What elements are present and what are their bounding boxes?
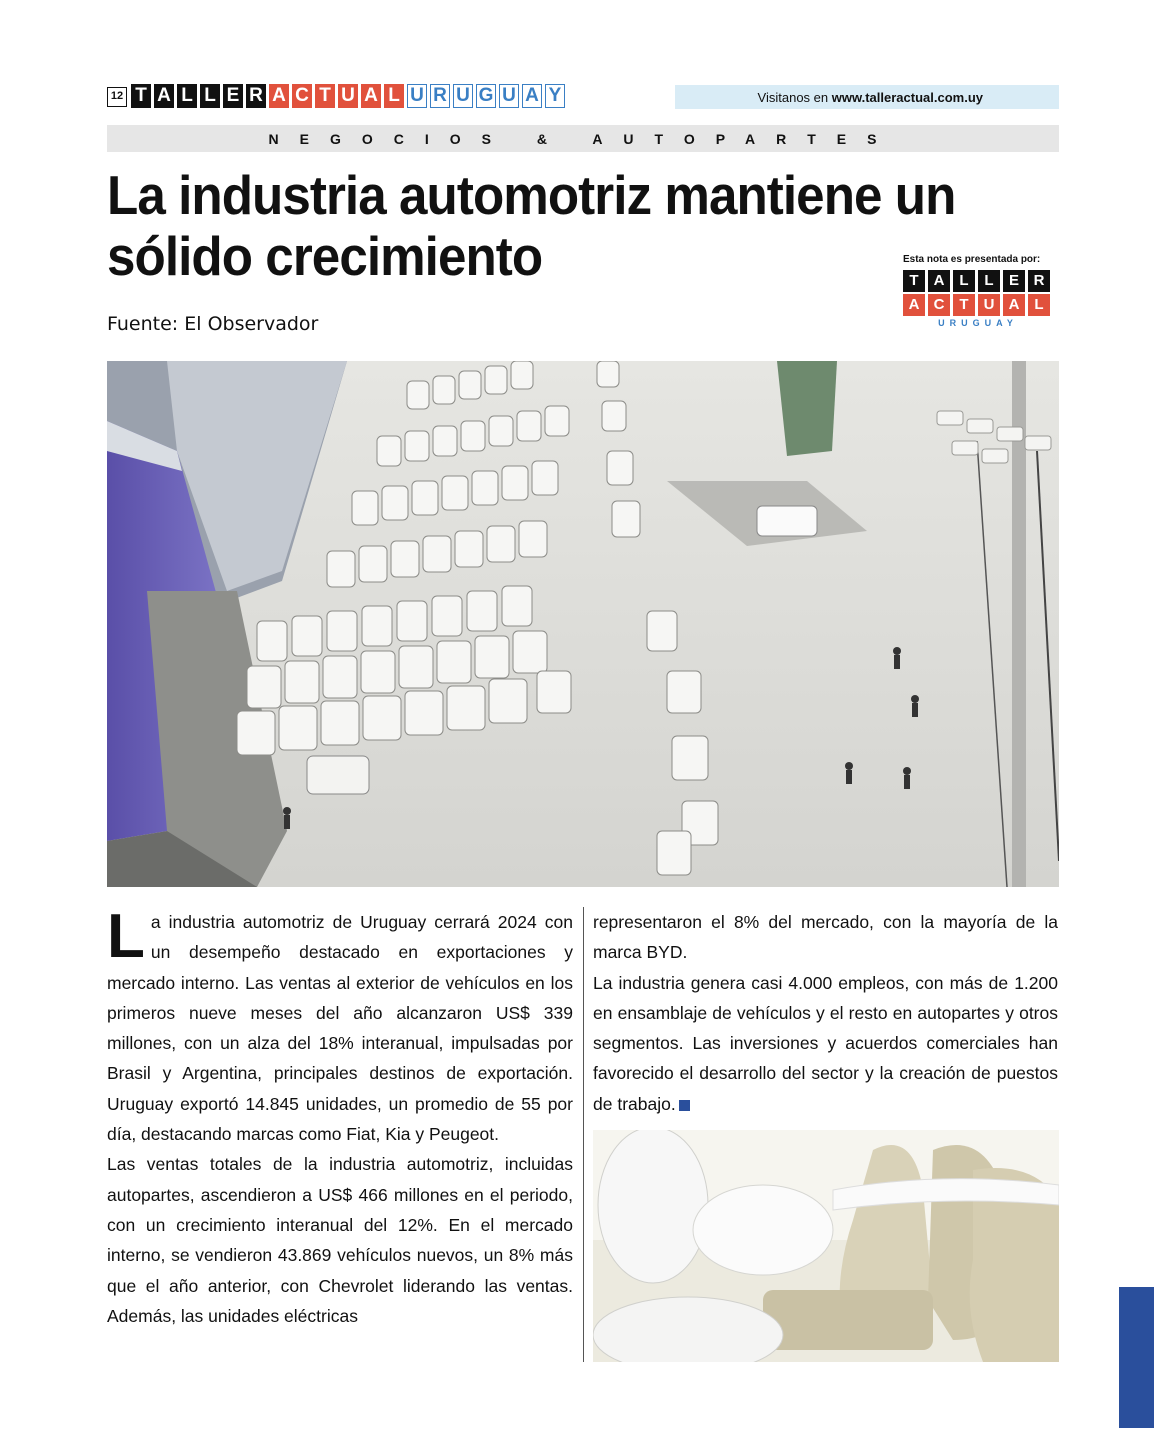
logo-letter: L (384, 84, 404, 108)
sponsor-letter: L (1028, 294, 1050, 316)
logo-letter: T (131, 84, 151, 108)
sponsor-letter: R (1028, 270, 1050, 292)
logo-letter: A (361, 84, 381, 108)
logo-letter: U (499, 84, 519, 108)
article-paragraph (107, 902, 573, 1149)
paragraph-4-text: La industria genera casi 4.000 empleos, con más de 1.200 en ensamblaje de vehículos y el resto en autopartes y otros segmentos. Las inversiones y acuerdos comerciales han favorecido el desarrollo del sector y la creación de puestos de trabajo. (593, 972, 1058, 1114)
article-paragraph (593, 968, 1058, 1119)
port-cars-photo (107, 361, 1059, 887)
sponsor-letter: L (953, 270, 975, 292)
section-label: NEGOCIOS & AUTOPARTES (268, 131, 898, 147)
article-column-right (593, 907, 1058, 1119)
sponsor-letter: T (953, 294, 975, 316)
logo-letter: R (430, 84, 450, 108)
sponsor-letter: T (903, 270, 925, 292)
visit-line (758, 90, 983, 105)
logo-letter: A (269, 84, 289, 108)
sponsor-letter: E (1003, 270, 1025, 292)
logo-letter: A (522, 84, 542, 108)
column-divider (583, 907, 584, 1362)
masthead (107, 84, 1059, 110)
logo-letter: U (407, 84, 427, 108)
airbag-photo (593, 1130, 1059, 1362)
side-tab-marker (1119, 1287, 1154, 1428)
presented-by-label: Esta nota es presentada por: (903, 254, 1041, 265)
sponsor-logo[interactable] (903, 270, 1053, 328)
logo-letter: U (453, 84, 473, 108)
logo-letter: E (223, 84, 243, 108)
logo-letter: L (177, 84, 197, 108)
logo-letter: U (338, 84, 358, 108)
port-aerial-image (107, 361, 1059, 887)
logo-letter: Y (545, 84, 565, 108)
sponsor-letter: U (978, 294, 1000, 316)
sponsor-letter: A (1003, 294, 1025, 316)
sponsor-letter: A (903, 294, 925, 316)
website-link[interactable]: www.talleractual.com.uy (831, 90, 983, 105)
visit-band (675, 85, 1059, 109)
page-number: 12 (107, 87, 127, 107)
article-column-left (107, 902, 573, 1331)
sponsor-letter: L (978, 270, 1000, 292)
visit-prefix: Visitanos en (757, 90, 829, 105)
drop-cap: L (107, 902, 145, 971)
logo-letter: C (292, 84, 312, 108)
logo-letter: G (476, 84, 496, 108)
logo-letter: L (200, 84, 220, 108)
sponsor-country: URUGUAY (938, 318, 1018, 328)
article-source: Fuente: El Observador (107, 313, 319, 335)
logo-letter: T (315, 84, 335, 108)
paragraph-1-text: a industria automotriz de Uruguay cerrará 2024 con un desempeño destacado en exportaciones y mercado interno. Las ventas al exterior de vehículos en los primeros nueve meses del año alcanzaron US$ 339 millones, con un alza del 18% interanual, impulsadas por Brasil y Argentina, principales destinos de exportación. Uruguay exportó 14.845 unidades, un promedio de 55 por día, destacando marcas como Fiat, Kia y Peugeot. (107, 912, 573, 1145)
end-mark-icon (679, 1100, 690, 1111)
magazine-logo[interactable] (131, 84, 565, 108)
article-paragraph: representaron el 8% del mercado, con la mayoría de la marca BYD. (593, 912, 1058, 963)
section-band (107, 125, 1059, 152)
logo-letter: A (154, 84, 174, 108)
sponsor-letter: C (928, 294, 950, 316)
article-paragraph: Las ventas totales de la industria automotriz, incluidas autopartes, ascendieron a US$ 466 millones en el periodo, con un crecimiento interanual del 12%. En el mercado interno, se vendieron 43.869 vehículos nuevos, un 8% más que el año anterior, con Chevrolet liderando las ventas. Además, las unidades eléctricas (107, 1154, 573, 1326)
article-title: La industria automotriz mantiene un sólido crecimiento (107, 164, 956, 287)
car-interior-airbag-image (593, 1130, 1059, 1362)
logo-letter: R (246, 84, 266, 108)
sponsor-letter: A (928, 270, 950, 292)
